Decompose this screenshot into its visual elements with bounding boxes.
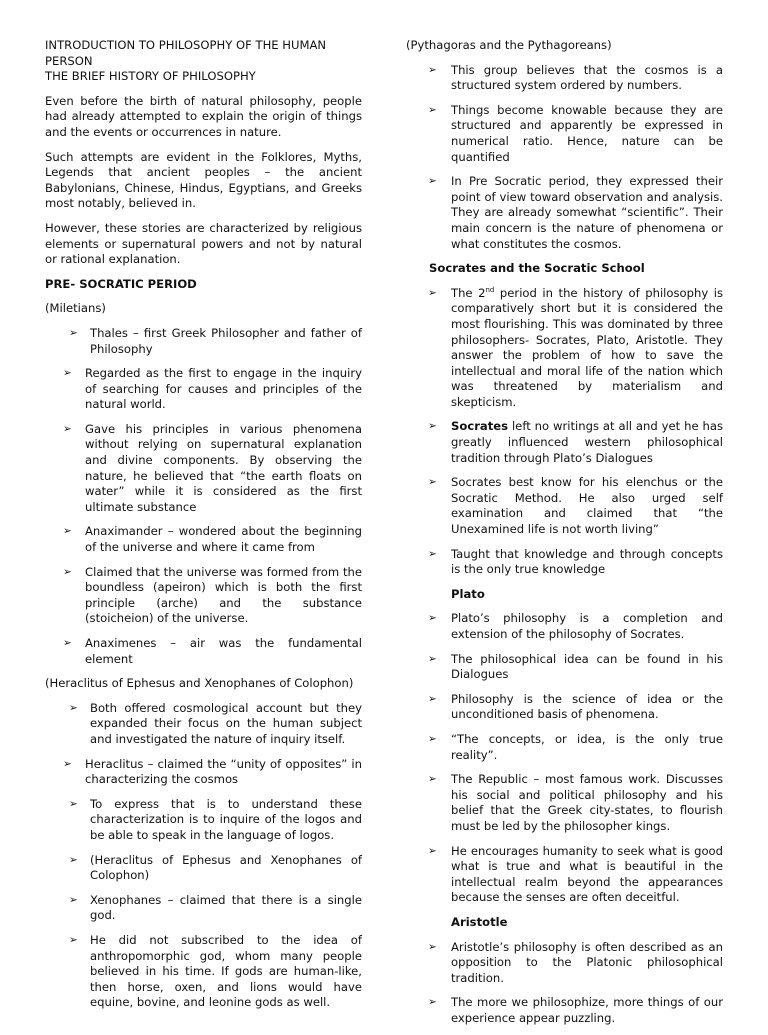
document-subtitle: THE BRIEF HISTORY OF PHILOSOPHY (45, 69, 256, 84)
arrow-bullet-icon: ➢ (428, 63, 437, 76)
list-item: ➢ The more we philosophize, more things of our experience appear puzzling. (428, 995, 723, 1025)
miletians-bullet-list (45, 326, 362, 667)
list-item: ➢ Taught that knowledge and through concepts is the only true knowledge (428, 546, 723, 577)
arrow-bullet-icon: ➢ (428, 612, 437, 625)
list-item: ➢ Things become knowable because they are structured and apparently be expressed in numerical ratio. Hence, nature can be quantified (428, 102, 723, 164)
arrow-bullet-icon: ➢ (428, 175, 437, 188)
heraclitus-bullet-list (45, 701, 362, 1011)
intro-paragraph-2: Such attempts are evident in the Folklores, Myths, Legends that ancient peoples – the ancient Babylonians, Chinese, Hindus, Egyptians, and Greeks most notably, believed in. (45, 149, 362, 211)
arrow-bullet-icon: ➢ (63, 422, 72, 435)
document-title: INTRODUCTION TO PHILOSOPHY OF THE HUMAN PERSON (45, 38, 327, 68)
list-item: ➢ The philosophical idea can be found in his Dialogues (428, 651, 723, 682)
list-item: ➢ Claimed that the universe was formed from the boundless (apeiron) which is both the first principle (arche) and the substance (stoicheion) of the universe. (63, 564, 362, 626)
socrates-bullet-list (406, 286, 723, 578)
list-item: ➢ The 2nd period in the history of philosophy is comparatively short but it is considered the most flourishing. This was dominated by three philosophers- Socrates, Plato, Aristotle. They answer the problem of how to save the intellectual and moral life of the nation which was threatened by materialism and skepticism. (428, 285, 724, 409)
arrow-bullet-icon: ➢ (69, 701, 78, 714)
subheading-miletians: (Miletians) (45, 301, 106, 316)
plato-bullet-list (406, 611, 723, 906)
list-item: ➢ In Pre Socratic period, they expressed their point of view toward observation and analysis. They are already somewhat “scientific”. Their main concern is the nature of phenomena or what constitutes the cosmos. (428, 174, 723, 251)
arrow-bullet-icon: ➢ (428, 692, 437, 705)
list-item: ➢ Xenophanes – claimed that there is a single god. (69, 892, 362, 923)
arrow-bullet-icon: ➢ (428, 476, 437, 489)
list-item: ➢ He encourages humanity to seek what is good what is true and what is beautiful in the intellectual realm beyond the appearances because the senses are often deceitful. (428, 843, 723, 905)
list-item: ➢ Gave his principles in various phenomena without relying on supernatural explanation and divine components. By observing the nature, he believed that “the earth floats on water” while it is considered as the first ultimate substance (63, 421, 362, 514)
list-item: ➢ Both offered cosmological account but they expanded their focus on the human subject and investigated the nature of inquiry itself. (69, 700, 362, 746)
arrow-bullet-icon: ➢ (69, 326, 78, 339)
list-item: ➢ Aristotle’s philosophy is often described as an opposition to the Platonic philosophical tradition. (428, 939, 723, 985)
list-item: ➢ (Heraclitus of Ephesus and Xenophanes of Colophon) (69, 852, 362, 883)
arrow-bullet-icon: ➢ (69, 933, 78, 946)
pythagoras-bullet-list (406, 63, 723, 253)
arrow-bullet-icon: ➢ (63, 757, 72, 770)
arrow-bullet-icon: ➢ (69, 893, 78, 906)
arrow-bullet-icon: ➢ (69, 853, 78, 866)
list-item: ➢ Heraclitus – claimed the “unity of opposites” in characterizing the cosmos (63, 756, 362, 787)
list-item: ➢ Philosophy is the science of idea or the unconditioned basis of phenomena. (428, 691, 723, 722)
arrow-bullet-icon: ➢ (63, 525, 72, 538)
subheading-heraclitus: (Heraclitus of Ephesus and Xenophanes of Colophon) (45, 676, 354, 691)
arrow-bullet-icon: ➢ (428, 103, 437, 116)
list-item: ➢ Socrates left no writings at all and yet he has greatly influenced western philosophical tradition through Plato’s Dialogues (428, 419, 723, 465)
arrow-bullet-icon: ➢ (63, 637, 72, 649)
arrow-bullet-icon: ➢ (63, 565, 72, 578)
arrow-bullet-icon: ➢ (428, 732, 437, 745)
arrow-bullet-icon: ➢ (428, 420, 437, 433)
list-item: ➢ To express that is to understand these characterization is to inquire of the logos and be able to speak in the language of logos. (69, 796, 362, 842)
left-column (45, 38, 362, 1020)
arrow-bullet-icon: ➢ (428, 940, 437, 953)
subheading-pythagoras: (Pythagoras and the Pythagoreans) (406, 38, 612, 52)
list-item: ➢ “The concepts, or idea, is the only true reality”. (428, 731, 723, 762)
section-heading-plato: Plato (451, 586, 485, 601)
section-heading-socrates: Socrates and the Socratic School (429, 261, 645, 276)
list-item: ➢ Anaximenes – air was the fundamental element (63, 636, 362, 666)
list-item: ➢ Socrates best know for his elenchus or the Socratic Method. He also urged self examination and claimed that “the Unexamined life is not worth living” (428, 475, 723, 537)
arrow-bullet-icon: ➢ (428, 547, 437, 560)
section-heading-aristotle: Aristotle (451, 914, 508, 929)
list-item: ➢ The Republic – most famous work. Discusses his social and political philosophy and his belief that the Greek city-states, to flourish must be led by the philosopher kings. (428, 772, 723, 833)
arrow-bullet-icon: ➢ (428, 652, 437, 665)
arrow-bullet-icon: ➢ (428, 996, 437, 1009)
section-heading-presocratic: PRE- SOCRATIC PERIOD (45, 276, 197, 291)
arrow-bullet-icon: ➢ (428, 773, 437, 786)
intro-paragraph-3: However, these stories are characterized by religious elements or supernatural powers and not by natural or rational explanation. (45, 220, 362, 267)
arrow-bullet-icon: ➢ (428, 844, 437, 857)
list-item: ➢ Thales – first Greek Philosopher and father of Philosophy (69, 325, 362, 356)
aristotle-bullet-list (406, 940, 723, 1027)
list-item: ➢ This group believes that the cosmos is a structured system ordered by numbers. (428, 62, 723, 93)
list-item: ➢ Regarded as the first to engage in the inquiry of searching for causes and principles of the natural world. (63, 366, 362, 412)
arrow-bullet-icon: ➢ (428, 286, 437, 299)
list-item: ➢ He did not subscribed to the idea of anthropomorphic god, whom many people believed in his time. If gods are human-like, then horse, oxen, and lions would have equine, bovine, and leonine gods as well. (69, 932, 362, 1010)
list-item: ➢ Plato’s philosophy is a completion and extension of the philosophy of Socrates. (428, 611, 723, 641)
intro-paragraph-1: Even before the birth of natural philosophy, people had already attempted to explain the origin of things and the events or occurrences in nature. (45, 93, 362, 139)
arrow-bullet-icon: ➢ (69, 797, 78, 810)
arrow-bullet-icon: ➢ (63, 367, 72, 380)
right-column (406, 38, 723, 1035)
list-item: ➢ Anaximander – wondered about the beginning of the universe and where it came from (63, 524, 362, 555)
